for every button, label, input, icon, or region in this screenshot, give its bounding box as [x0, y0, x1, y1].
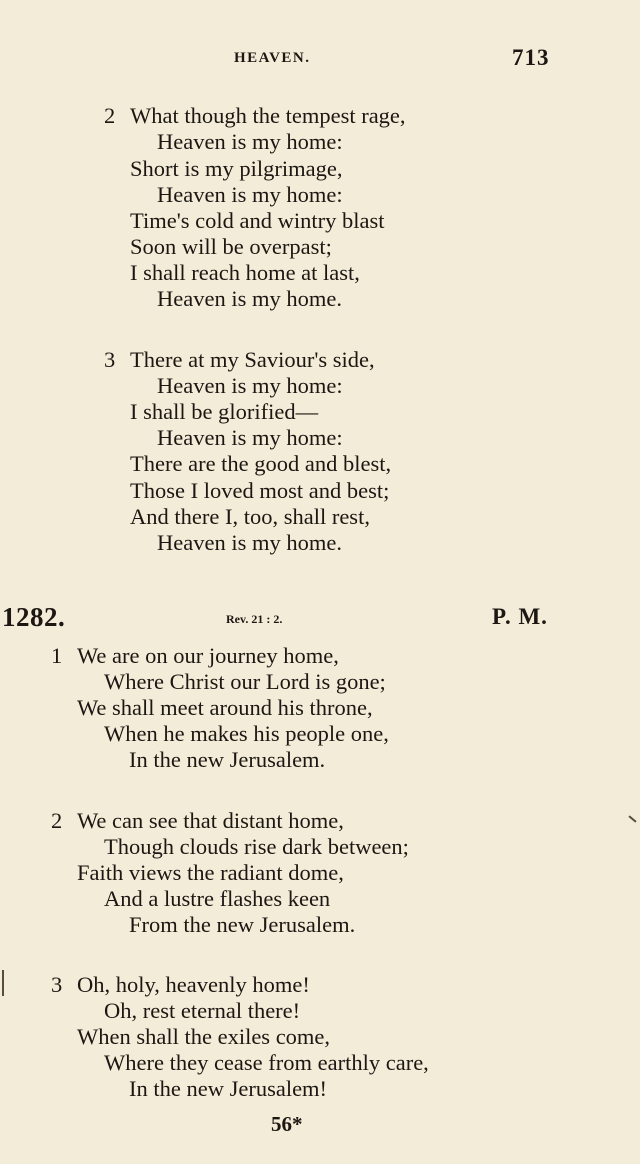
signature-mark: 56* — [271, 1112, 303, 1136]
verse-line: Faith views the radiant dome, — [77, 860, 344, 885]
verse-line: In the new Jerusalem! — [129, 1076, 328, 1101]
verse-line: Where they cease from earthly care, — [104, 1050, 429, 1075]
verse-line: There are the good and blest, — [130, 451, 392, 476]
verse-line: Heaven is my home: — [157, 182, 343, 207]
verse-line: Oh, rest eternal there! — [104, 998, 301, 1023]
verse-line: I shall be glorified— — [130, 399, 319, 424]
stanza-number: 2 — [51, 808, 63, 833]
verse-line: We can see that distant home, — [77, 808, 344, 833]
verse-line: Heaven is my home: — [157, 373, 343, 398]
verse-line: We are on our journey home, — [77, 643, 339, 668]
verse-line: Those I loved most and best; — [130, 478, 390, 503]
verse-line: Though clouds rise dark between; — [104, 834, 409, 859]
verse-line: Where Christ our Lord is gone; — [104, 669, 386, 694]
verse-line: When he makes his people one, — [104, 721, 389, 746]
verse-line: Heaven is my home: — [157, 425, 343, 450]
verse-line: From the new Jerusalem. — [129, 912, 356, 937]
verse-line: When shall the exiles come, — [77, 1024, 331, 1049]
stanza-number: 3 — [51, 972, 63, 997]
running-head — [0, 45, 640, 72]
verse-line: Short is my pilgrimage, — [130, 156, 343, 181]
verse-line: What though the tempest rage, — [130, 103, 406, 128]
verse-line: We shall meet around his throne, — [77, 695, 373, 720]
verse-line: In the new Jerusalem. — [129, 747, 326, 772]
verse-line: Heaven is my home. — [157, 530, 342, 555]
verse-line: Heaven is my home: — [157, 129, 343, 154]
scripture-reference: Rev. 21 : 2. — [226, 612, 283, 626]
hymn-number: 1282. — [2, 602, 66, 632]
page-number: 713 — [512, 45, 550, 70]
ink-mark — [628, 815, 636, 822]
verse-line: I shall reach home at last, — [130, 260, 360, 285]
verse-line: Soon will be overpast; — [130, 234, 332, 259]
stanza-number: 1 — [51, 643, 63, 668]
verse-line: And a lustre flashes keen — [104, 886, 331, 911]
running-title: HEAVEN. — [234, 50, 311, 66]
verse-line: There at my Saviour's side, — [130, 347, 375, 372]
hymn-meter: P. M. — [492, 604, 548, 629]
verse-line: Oh, holy, heavenly home! — [77, 972, 310, 997]
hymn-heading — [0, 602, 640, 634]
verse-line: Heaven is my home. — [157, 286, 342, 311]
verse-line: And there I, too, shall rest, — [130, 504, 370, 529]
stanza-number: 3 — [104, 347, 116, 372]
verse-line: Time's cold and wintry blast — [130, 208, 385, 233]
stanza-number: 2 — [104, 103, 116, 128]
ink-mark — [2, 970, 4, 996]
